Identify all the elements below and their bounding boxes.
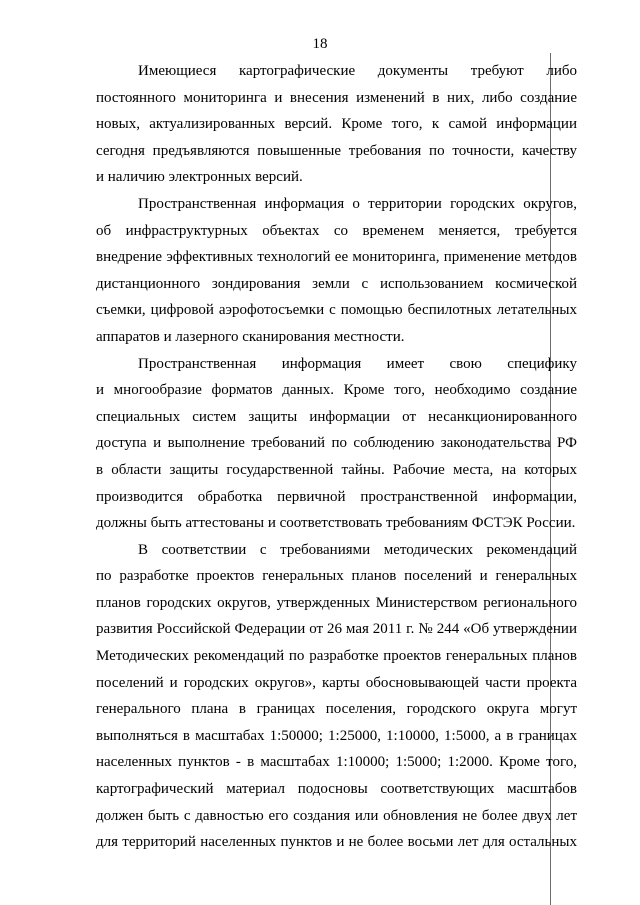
text-line: для территорий населенных пунктов и не более восьми лет для остальных <box>96 834 577 851</box>
text-line: сегодня предъявляются повышенные требования по точности, качеству <box>96 142 577 159</box>
text-line: внедрение эффективных технологий ее мониторинга, применение методов <box>96 249 577 266</box>
text-line: об инфраструктурных объектах со временем меняется, требуется <box>96 222 577 239</box>
text-line: должны быть аттестованы и соответствовать требованиям ФСТЭК России. <box>96 515 576 532</box>
paragraph <box>96 58 577 191</box>
document-body <box>96 58 577 856</box>
text-line: аппаратов и лазерного сканирования местности. <box>96 328 405 345</box>
text-line: дистанционного зондирования земли с использованием космической <box>96 275 577 292</box>
text-line: и многообразие форматов данных. Кроме того, необходимо создание <box>96 382 577 399</box>
text-line: планов городских округов, утвержденных Министерством регионального <box>96 594 577 611</box>
text-line: Пространственная информация имеет свою специфику <box>138 355 577 372</box>
text-line: специальных систем защиты информации от несанкционированного <box>96 408 577 425</box>
text-line: постоянного мониторинга и внесения изменений в них, либо создание <box>96 89 577 106</box>
page-number: 18 <box>312 36 328 52</box>
text-line: поселений и городских округов», карты обосновывающей части проекта <box>96 674 577 691</box>
text-line: съемки, цифровой аэрофотосъемки с помощью беспилотных летательных <box>96 302 577 319</box>
paragraph <box>96 351 577 537</box>
text-line: доступа и выполнение требований по соблюдению законодательства РФ <box>96 435 577 452</box>
text-line: по разработке проектов генеральных планов поселений и генеральных <box>96 568 577 585</box>
text-line: Методических рекомендаций по разработке проектов генеральных планов <box>96 648 577 665</box>
text-line: выполняться в масштабах 1:50000; 1:25000, 1:10000, 1:5000, а в границах <box>96 727 577 744</box>
text-line: должен быть с давностью его создания или обновления не более двух лет <box>96 807 577 824</box>
text-line: в области защиты государственной тайны. Рабочие места, на которых <box>96 461 577 478</box>
text-line: населенных пунктов - в масштабах 1:10000; 1:5000; 1:2000. Кроме того, <box>96 754 577 771</box>
text-line: производится обработка первичной пространственной информации, <box>96 488 577 505</box>
paragraph <box>96 537 577 856</box>
text-line: новых, актуализированных версий. Кроме того, к самой информации <box>96 116 577 133</box>
text-line: генерального плана в границах поселения, городского округа могут <box>96 701 577 718</box>
text-line: В соответствии с требованиями методических рекомендаций <box>138 541 577 558</box>
text-line: развития Российской Федерации от 26 мая 2011 г. № 244 «Об утверждении <box>96 621 577 638</box>
text-line: картографический материал подосновы соответствующих масштабов <box>96 781 577 798</box>
text-line: Пространственная информация о территории городских округов, <box>138 195 577 212</box>
text-line: и наличию электронных версий. <box>96 169 303 186</box>
text-line: Имеющиеся картографические документы требуют либо <box>138 63 577 79</box>
paragraph <box>96 191 577 351</box>
